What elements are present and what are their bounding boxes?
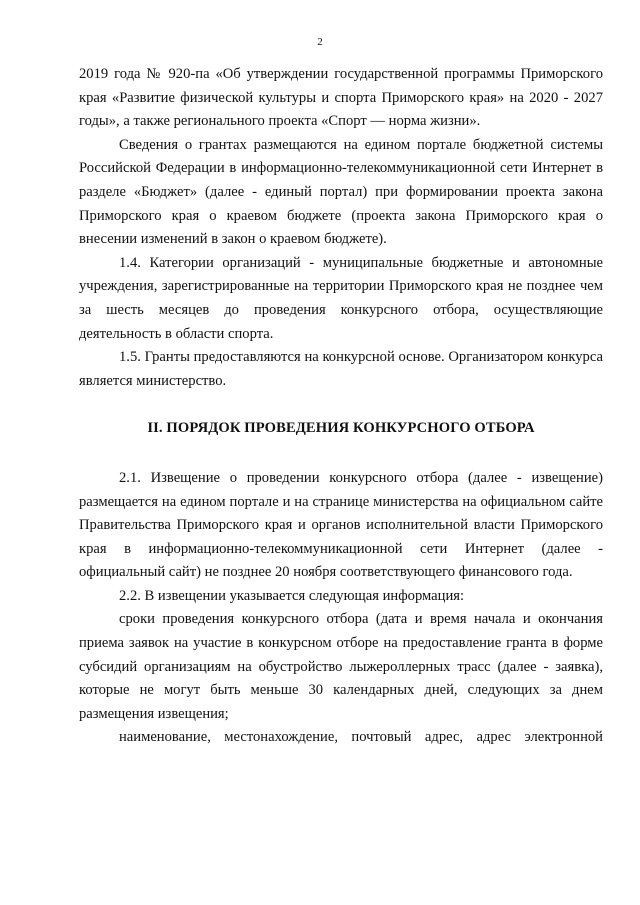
paragraph-deadlines: сроки проведения конкурсного отбора (дата и время начала и окончания приема заявок на участие в конкурсном отборе на предоставление гранта в форме субсидий организациям на обустройство лыжероллерных трасс (далее - заявка), которые не могут быть меньше 30 календарных дней, следующих за днем размещения извещения; — [79, 611, 603, 722]
paragraph-name-location: наименование, местонахождение, почтовый адрес, адрес электронной — [119, 729, 603, 746]
section-heading: II. ПОРЯДОК ПРОВЕДЕНИЯ КОНКУРСНОГО ОТБОРА — [147, 420, 535, 437]
paragraph-2-1-notice: 2.1. Извещение о проведении конкурсного отбора (далее - извещение) размещается на едином портале и на странице министерства на официальном сайте Правительства Приморского края и органов исполнительной власти Приморского края в информационно-телекоммуникационной сети Интернет (далее - официальный сайт) не позднее 20 ноября соответствующего финансового года. — [79, 469, 603, 581]
paragraph-resolution-reference: 2019 года № 920-па «Об утверждении государственной программы Приморского края «Развитие физической культуры и спорта Приморского края» на 2020 - 2027 годы», а также регионального проекта «Спорт — норма жизни». — [79, 66, 603, 130]
paragraph-1-5-grants: 1.5. Гранты предоставляются на конкурсной основе. Организатором конкурса является министерство. — [79, 349, 603, 389]
paragraph-grant-info: Сведения о грантах размещаются на едином портале бюджетной системы Российской Федерации в информационно-телекоммуникационной сети Интернет в разделе «Бюджет» (далее - единый портал) при формировании проекта закона Приморского края о краевом бюджете (проекта закона Приморского края о внесении изменений в закон о краевом бюджете). — [79, 136, 603, 248]
document-body — [79, 63, 603, 750]
paragraph-1-4-categories: 1.4. Категории организаций - муниципальные бюджетные и автономные учреждения, зарегистрированные на территории Приморского края не позднее чем за шесть месяцев до проведения конкурсного отбора, осуществляющие деятельность в области спорта. — [79, 254, 603, 342]
page-number: 2 — [317, 36, 323, 48]
paragraph-2-2-notice-info: 2.2. В извещении указывается следующая информация: — [119, 587, 465, 604]
